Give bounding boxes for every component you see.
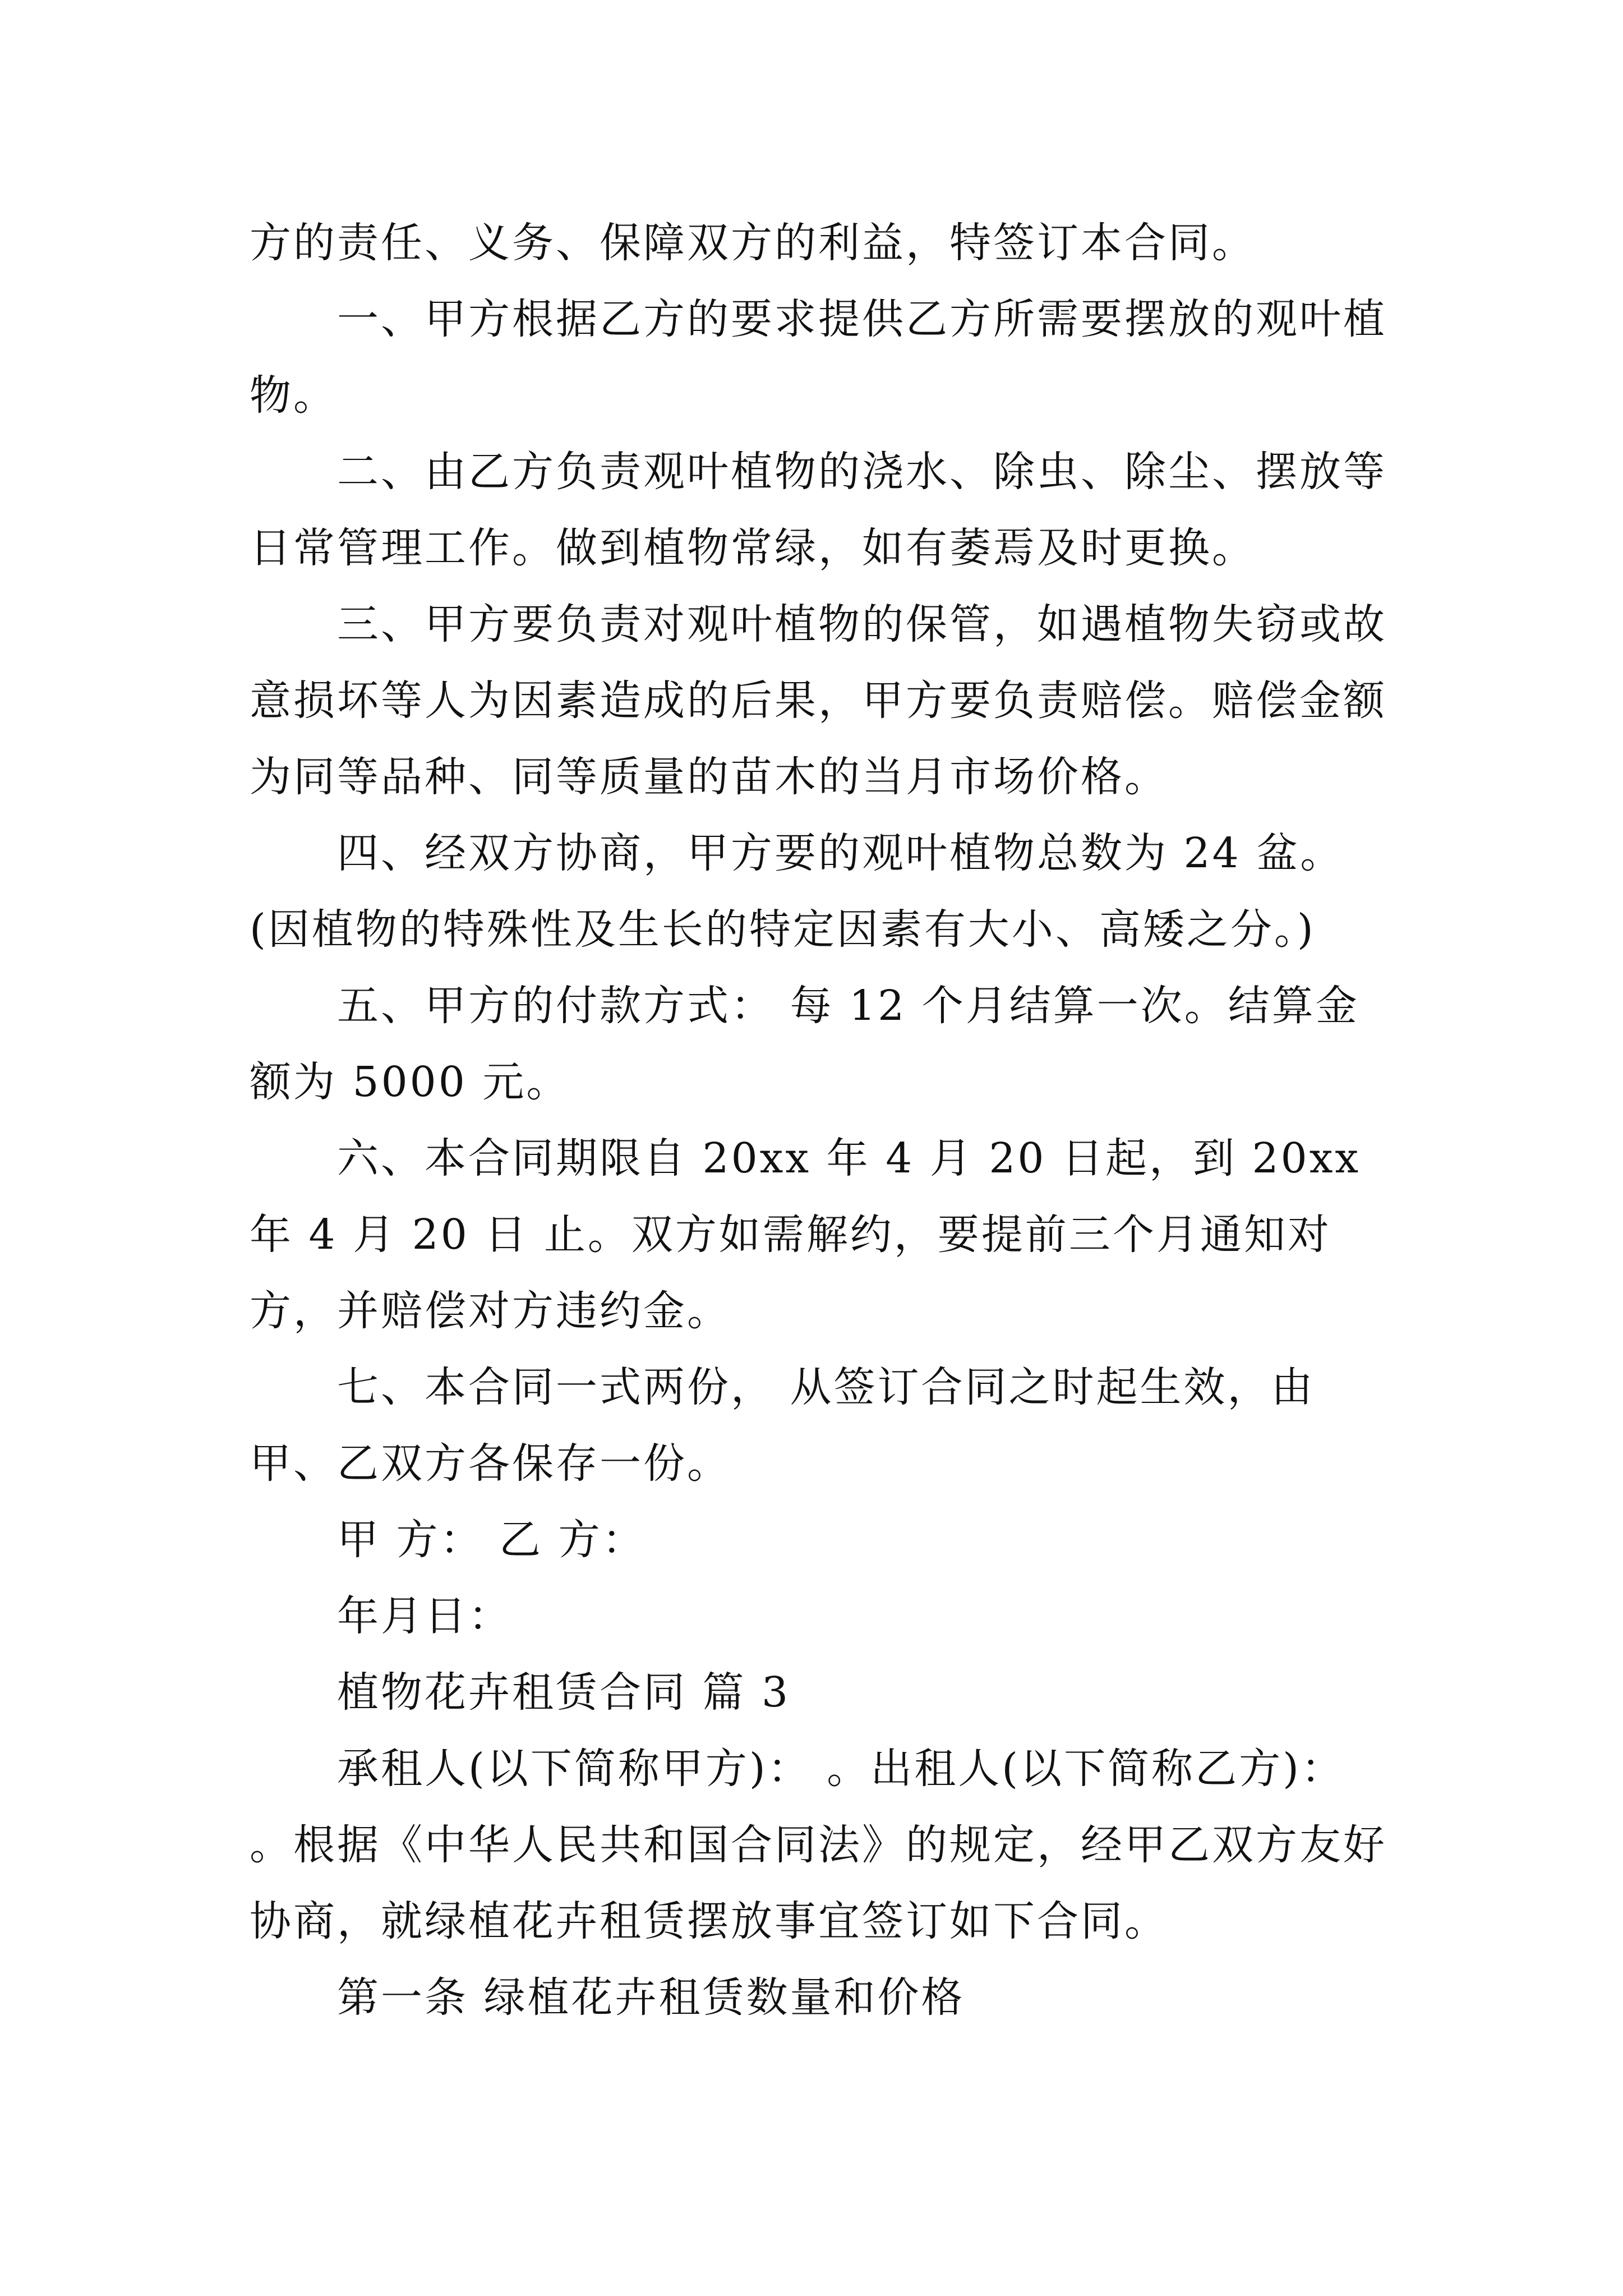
clause-4: 四、经双方协商，甲方要的观叶植物总数为 24 盆。(因植物的特殊性及生长的特定因素有大小、高矮之分。) (250, 829, 1344, 954)
clause-7: 七、本合同一式两份， 从签订合同之时起生效，由甲、乙双方各保存一份。 (250, 1363, 1315, 1488)
party-signature-line: 甲 方： 乙 方： (337, 1516, 646, 1564)
clause-5: 五、甲方的付款方式： 每 12 个月结算一次。结算金额为 5000 元。 (250, 982, 1359, 1106)
section-heading-part-3: 植物花卉租赁合同 篇 3 (337, 1668, 791, 1717)
article-1-heading: 第一条 绿植花卉租赁数量和价格 (337, 1973, 965, 2022)
clause-2: 二、由乙方负责观叶植物的浇水、除虫、除尘、摆放等日常管理工作。做到植物常绿，如有萎焉及时更换。 (250, 448, 1387, 572)
clause-6: 六、本合同期限自 20xx 年 4 月 20 日起，到 20xx 年 4 月 20 日 止。双方如需解约，要提前三个月通知对方，并赔偿对方违约金。 (250, 1134, 1361, 1335)
paragraph-intro-continuation: 方的责任、义务、保障双方的利益，特签订本合同。 (250, 219, 1256, 267)
document-body (250, 205, 1399, 2036)
contract-preamble: 承租人(以下简称甲方)： 。出租人(以下简称乙方)： 。根据《中华人民共和国合同法》的规定，经甲乙双方友好协商，就绿植花卉租赁摆放事宜签订如下合同。 (250, 1745, 1387, 1945)
clause-1: 一、甲方根据乙方的要求提供乙方所需要摆放的观叶植物。 (250, 295, 1387, 420)
date-line: 年月日： (337, 1592, 512, 1640)
clause-3: 三、甲方要负责对观叶植物的保管，如遇植物失窃或故意损坏等人为因素造成的后果，甲方要负责赔偿。赔偿金额为同等品种、同等质量的苗木的当月市场价格。 (250, 600, 1387, 801)
